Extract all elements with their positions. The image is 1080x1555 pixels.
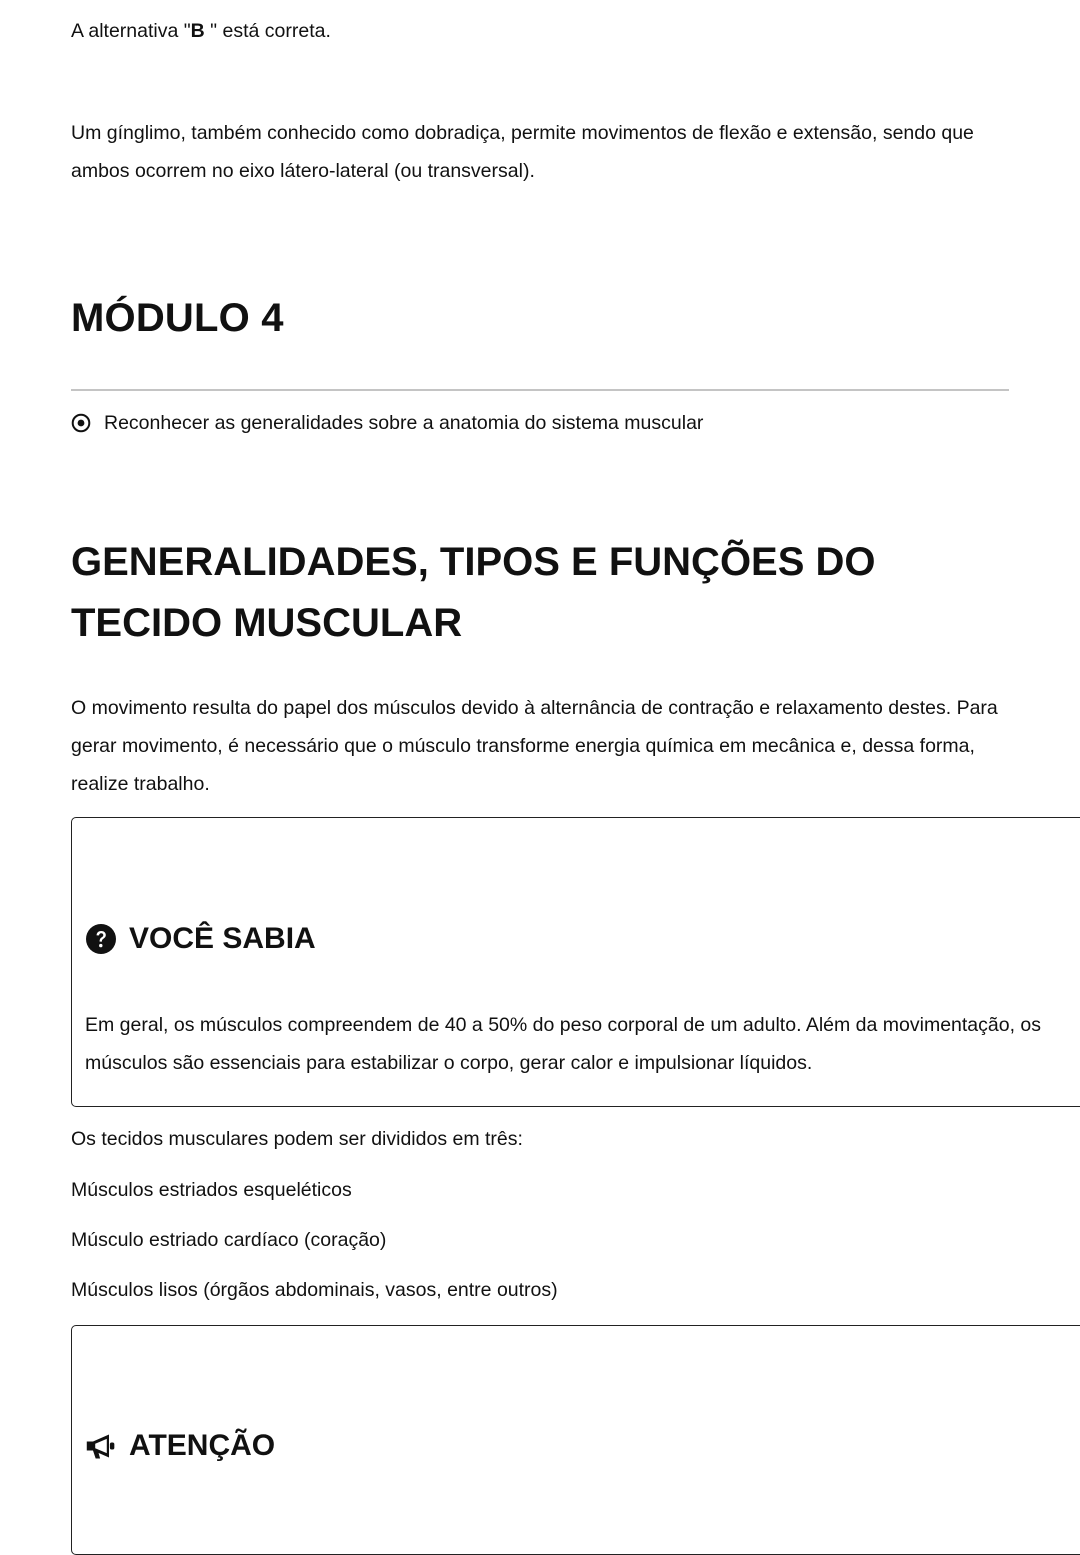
answer-explanation: Um gínglimo, também conhecido como dobradiça, permite movimentos de flexão e extensão, sendo que ambos ocorrem no eixo látero-lateral (ou transversal). xyxy=(71,122,974,182)
did-you-know-heading xyxy=(85,922,316,956)
section-title: GENERALIDADES, TIPOS E FUNÇÕES DO TECIDO MUSCULAR xyxy=(71,540,876,645)
target-icon xyxy=(71,413,91,433)
answer-letter: B xyxy=(190,20,205,42)
tissue-types-lead: Os tecidos musculares podem ser divididos em três: xyxy=(71,1128,523,1150)
tissue-type-item: Músculo estriado cardíaco (coração) xyxy=(71,1229,387,1251)
objective-text: Reconhecer as generalidades sobre a anatomia do sistema muscular xyxy=(104,412,704,434)
did-you-know-text: Em geral, os músculos compreendem de 40 a 50% do peso corporal de um adulto. Além da movimentação, os músculos são essenciais para estabilizar o corpo, gerar calor e impulsionar líquidos. xyxy=(85,1014,1042,1074)
module-divider xyxy=(71,389,1009,391)
attention-box xyxy=(71,1325,1080,1555)
tissue-type-item: Músculos lisos (órgãos abdominais, vasos, entre outros) xyxy=(71,1279,558,1301)
attention-heading-text: ATENÇÃO xyxy=(129,1429,276,1462)
did-you-know-heading-text: VOCÊ SABIA xyxy=(129,922,316,955)
question-circle-icon xyxy=(85,923,117,955)
answer-suffix: " está correta. xyxy=(204,20,331,42)
megaphone-icon xyxy=(85,1430,117,1462)
attention-heading xyxy=(85,1429,275,1463)
tissue-type-item: Músculos estriados esqueléticos xyxy=(71,1179,352,1201)
module-title: MÓDULO 4 xyxy=(71,296,284,340)
module-objective xyxy=(71,404,703,442)
did-you-know-box xyxy=(71,817,1080,1107)
section-intro: O movimento resulta do papel dos músculos devido à alternância de contração e relaxamento destes. Para gerar movimento, é necessário que o músculo transforme energia química em mecânica e, dessa forma, realize trabalho. xyxy=(71,697,998,795)
answer-feedback xyxy=(71,12,331,50)
answer-prefix: A alternativa " xyxy=(71,20,191,42)
